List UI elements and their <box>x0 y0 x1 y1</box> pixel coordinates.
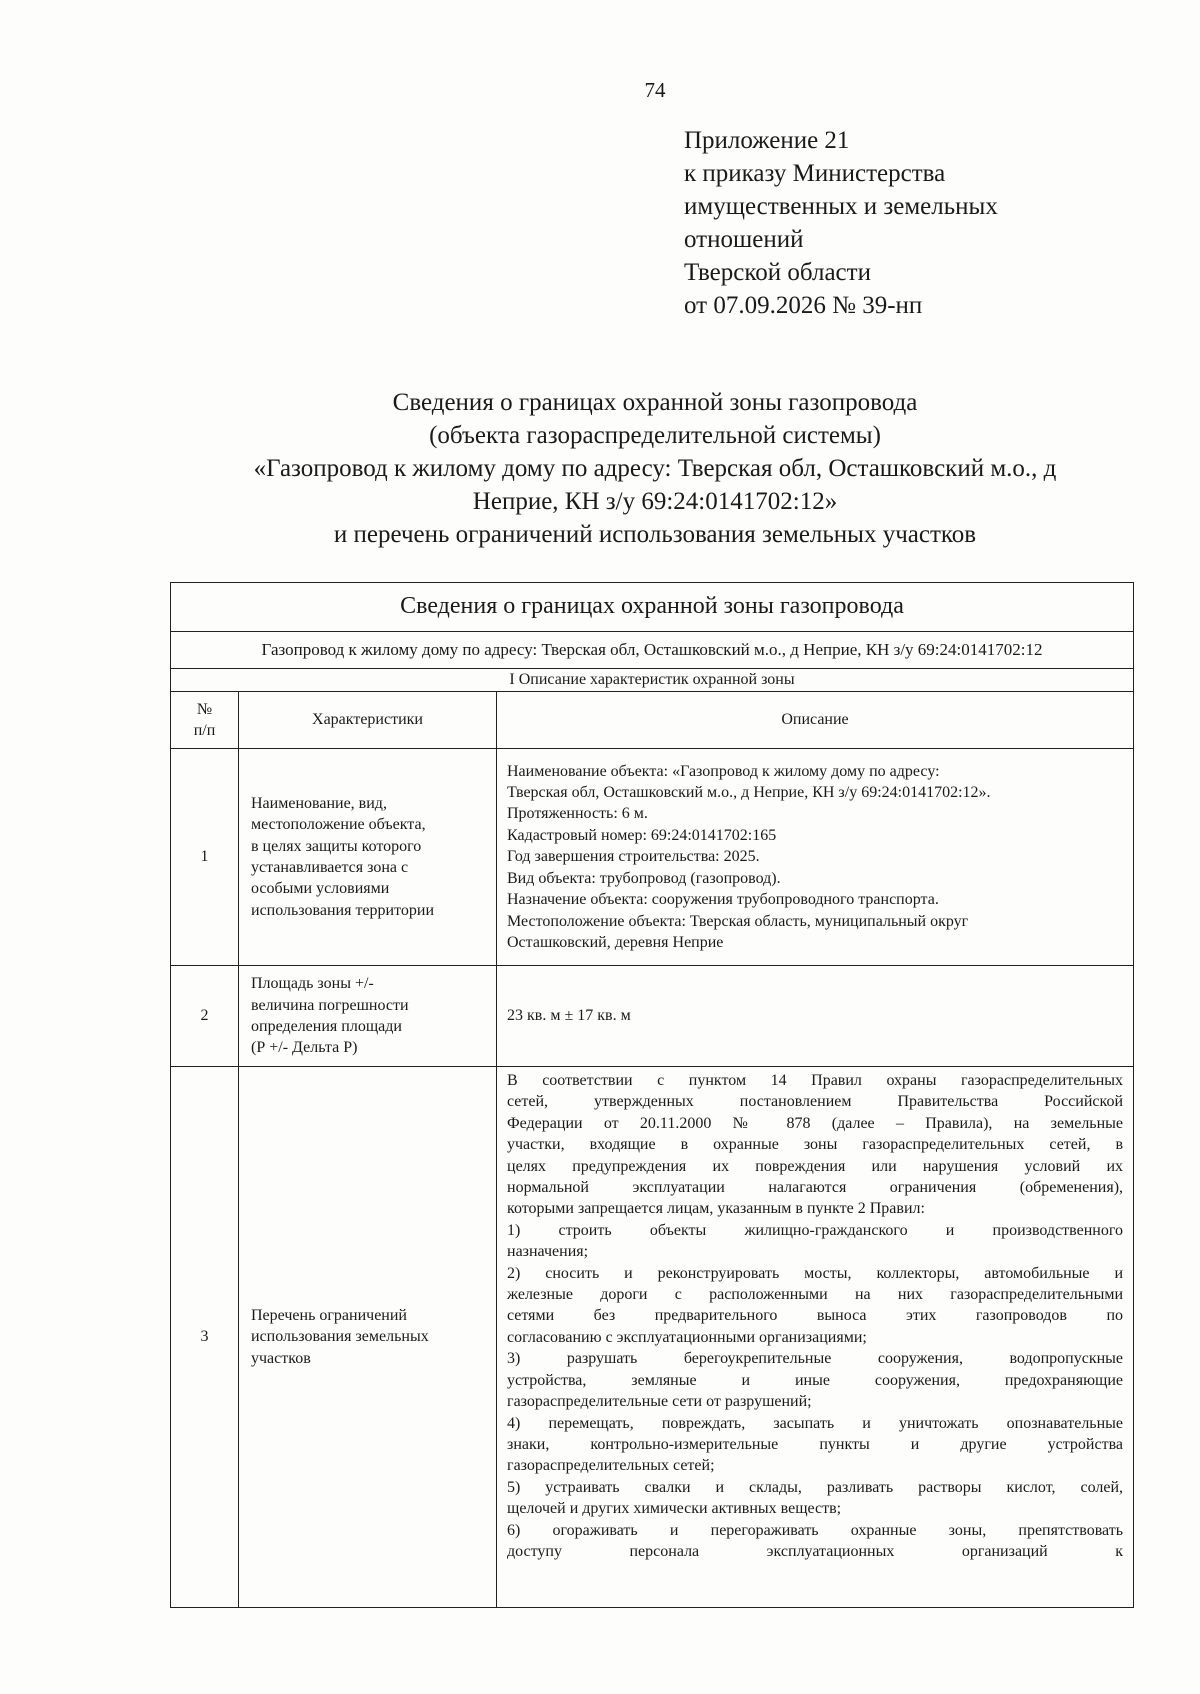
desc-line: Протяженность: 6 м. <box>507 805 648 823</box>
desc-line: 5) устраивать свалки и склады, разливать растворы кислот, солей, <box>507 1478 1124 1496</box>
row-num: 1 <box>171 749 239 966</box>
desc-line: согласованию с эксплуатационными организациями; <box>507 1328 867 1346</box>
appendix-line: Приложение 21 <box>684 127 850 154</box>
char-line: Площадь зоны +/- <box>251 975 374 993</box>
appendix-line: отношений <box>684 226 804 253</box>
desc-line: Федерации от 20.11.2000 № 878 (далее – Правила), на земельные <box>507 1114 1124 1132</box>
char-line: Перечень ограничений <box>251 1306 407 1324</box>
row-num: 2 <box>171 966 239 1067</box>
desc-line: газораспределительные сети от разрушений; <box>507 1393 812 1411</box>
zone-info-table <box>170 582 1134 1608</box>
header-num-label: № п/п <box>193 700 216 739</box>
char-line: использования земельных <box>251 1328 429 1346</box>
table-section-title: I Описание характеристик охранной зоны <box>171 669 1134 692</box>
title-line: Сведения о границах охранной зоны газопровода <box>392 389 918 416</box>
desc-line: щелочей и других химически активных веществ; <box>507 1500 842 1518</box>
title-line: «Газопровод к жилому дому по адресу: Тверская обл, Осташковский м.о., д <box>253 455 1057 482</box>
desc-line: Кадастровый номер: 69:24:0141702:165 <box>507 826 777 844</box>
desc-line: которыми запрещается лицам, указанным в пункте 2 Правил: <box>507 1200 925 1218</box>
appendix-line: имущественных и земельных <box>684 193 998 220</box>
row-characteristic <box>239 1067 497 1608</box>
header-description: Описание <box>497 692 1134 749</box>
char-line: определения площади <box>251 1018 402 1035</box>
char-line: участков <box>251 1349 311 1367</box>
header-num <box>171 692 239 749</box>
header-characteristics: Характеристики <box>239 692 497 749</box>
table-row <box>171 1067 1134 1608</box>
row-characteristic <box>239 966 497 1067</box>
char-line: устанавливается зона с <box>251 859 409 876</box>
desc-line: нормальной эксплуатации налагаются ограничения (обременения), <box>507 1179 1124 1197</box>
title-line: и перечень ограничений использования земельных участков <box>333 521 977 548</box>
desc-line: железные дороги с расположенными на них газораспределительными <box>507 1286 1124 1304</box>
desc-line: 4) перемещать, повреждать, засыпать и уничтожать опознавательные <box>507 1414 1124 1432</box>
char-line: использования территории <box>251 901 435 919</box>
appendix-header <box>684 124 998 322</box>
row-characteristic <box>239 749 497 966</box>
desc-line: Тверская обл, Осташковский м.о., д Неприе, КН з/у 69:24:0141702:12». <box>507 784 991 802</box>
desc-line: Наименование объекта: «Газопровод к жилому дому по адресу: <box>507 762 940 780</box>
char-line: в целях защиты которого <box>251 837 422 855</box>
desc-line: В соответствии с пунктом 14 Правил охраны газораспределительных <box>507 1072 1124 1089</box>
appendix-line: от 07.09.2026 № 39-нп <box>684 292 923 319</box>
document-title <box>160 386 1150 551</box>
table-title: Сведения о границах охранной зоны газопровода <box>171 583 1134 632</box>
row-description <box>497 1067 1134 1608</box>
char-line: (Р +/- Дельта Р) <box>251 1039 358 1057</box>
appendix-line: Тверской области <box>684 259 871 286</box>
desc-line: 23 кв. м ± 17 кв. м <box>507 1007 631 1025</box>
desc-line: назначения; <box>507 1243 589 1261</box>
desc-line: участки, входящие в охранные зоны газораспределительных сетей, в <box>507 1136 1124 1154</box>
desc-line: сетей, утвержденных постановлением Правительства Российской <box>507 1093 1124 1111</box>
desc-line: Назначение объекта: сооружения трубопроводного транспорта. <box>507 891 939 909</box>
table-row <box>171 966 1134 1067</box>
char-line: величина погрешности <box>251 996 409 1014</box>
desc-line: 3) разрушать берегоукрепительные сооружения, водопропускные <box>507 1350 1124 1368</box>
desc-line: Вид объекта: трубопровод (газопровод). <box>507 869 781 887</box>
desc-line: Местоположение объекта: Тверская область, муниципальный округ <box>507 912 969 930</box>
table-row <box>171 749 1134 966</box>
desc-line: целях предупреждения их повреждения или нарушения условий их <box>507 1157 1124 1175</box>
desc-line: газораспределительных сетей; <box>507 1457 715 1475</box>
desc-line: доступу персонала эксплуатационных организаций к <box>507 1542 1124 1560</box>
char-line: Наименование, вид, <box>251 794 387 812</box>
desc-line: 1) строить объекты жилищно-гражданского и производственного <box>507 1221 1124 1239</box>
title-line: (объекта газораспределительной системы) <box>429 422 881 449</box>
table-object-name: Газопровод к жилому дому по адресу: Тверская обл, Осташковский м.о., д Неприе, КН з/у 69:24:0141702:12 <box>171 632 1134 669</box>
page-number: 74 <box>644 78 666 102</box>
appendix-line: к приказу Министерства <box>684 160 946 187</box>
desc-line: сетями без предварительного выноса этих газопроводов по <box>507 1307 1124 1325</box>
desc-line: 6) огораживать и перегораживать охранные зоны, препятствовать <box>507 1521 1124 1539</box>
desc-line: 2) сносить и реконструировать мосты, коллекторы, автомобильные и <box>507 1264 1124 1282</box>
desc-line: знаки, контрольно-измерительные пункты и другие устройства <box>507 1435 1124 1453</box>
char-line: особыми условиями <box>251 880 390 898</box>
title-line: Неприе, КН з/у 69:24:0141702:12» <box>472 488 838 515</box>
desc-line: Осташковский, деревня Неприе <box>507 933 724 951</box>
desc-line: устройства, земляные и иные сооружения, предохраняющие <box>507 1371 1124 1389</box>
row-description <box>497 966 1134 1067</box>
row-num: 3 <box>171 1067 239 1608</box>
desc-line: Год завершения строительства: 2025. <box>507 848 760 866</box>
row-description <box>497 749 1134 966</box>
char-line: местоположение объекта, <box>251 816 426 834</box>
